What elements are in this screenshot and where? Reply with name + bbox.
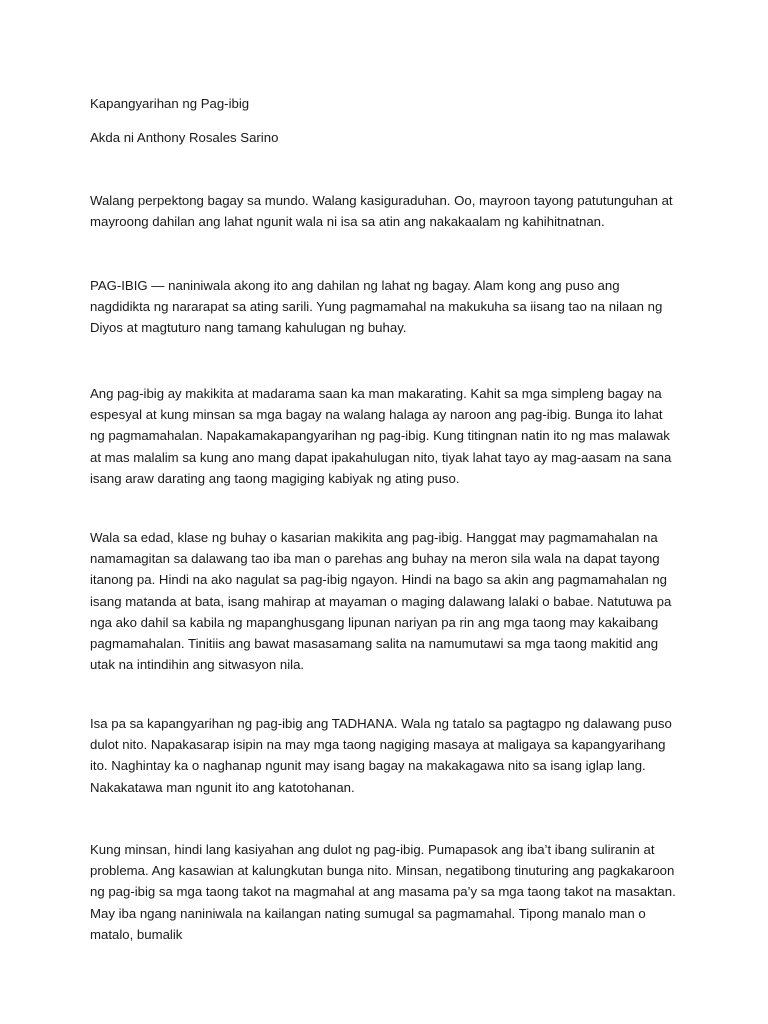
paragraph-2: PAG-IBIG — naniniwala akong ito ang dahilan ng lahat ng bagay. Alam kong ang puso ang nagdidikta ng nararapat sa ating sarili. Yung pagmamahal na makukuha sa iisang tao na nilaan ng Diyos at magtuturo nang tamang kahulugan ng buhay. <box>90 278 663 336</box>
author-line: Akda ni Anthony Rosales Sarino <box>90 130 279 145</box>
paragraph-4: Wala sa edad, klase ng buhay o kasarian makikita ang pag-ibig. Hanggat may pagmamahalan na namamagitan sa dalawang tao iba man o parehas ang buhay na meron sila wala na dapat tayong itanong pa. Hindi na ako nagulat sa pag-ibig ngayon. Hindi na bago sa akin ang pagmamahalan ng isang matanda at bata, isang mahirap at mayaman o maging dalawang lalaki o babae. Natutuwa pa nga ako dahil sa kabila ng mapanghusgang lipunan nariyan pa rin ang mga taong may kakaibang pagmamahalan. Tinitiis ang bawat masasamang salita na namumutawi sa mga taong makitid ang utak na intindihin ang sitwasyon nila. <box>90 530 672 673</box>
paragraph-3: Ang pag-ibig ay makikita at madarama saan ka man makarating. Kahit sa mga simpleng bagay na espesyal at kung minsan sa mga bagay na walang halaga ay naroon ang pag-ibig. Bunga ito lahat ng pagmamahalan. Napakamakapangyarihan ng pag-ibig. Kung titingnan natin ito ng mas malawak at mas malalim sa kung ano mang dapat ipakahulugan nito, tiyak lahat tayo ay mag-aasam na sana isang araw darating ang taong magiging kabiyak ng ating puso. <box>90 386 672 486</box>
document-title: Kapangyarihan ng Pag-ibig <box>90 96 250 111</box>
document-page <box>90 0 690 1024</box>
paragraph-6: Kung minsan, hindi lang kasiyahan ang dulot ng pag-ibig. Pumapasok ang iba’t ibang suliranin at problema. Ang kasawian at kalungkutan bunga nito. Minsan, negatibong tinuturing ang pagkakaroon ng pag-ibig sa mga taong takot na magmahal at ang masama pa’y sa mga taong takot na masaktan. May iba ngang naniniwala na kailangan nating sumugal sa pagmamahal. Tipong manalo man o matalo, bumalik <box>90 842 676 942</box>
paragraph-5: Isa pa sa kapangyarihan ng pag-ibig ang TADHANA. Wala ng tatalo sa pagtagpo ng dalawang puso dulot nito. Napakasarap isipin na may mga taong nagiging masaya at maligaya sa kapangyarihang ito. Naghintay ka o naghanap ngunit may isang bagay na makakagawa nito sa isang iglap lang. Nakakatawa man ngunit ito ang katotohanan. <box>90 716 672 795</box>
paragraph-1: Walang perpektong bagay sa mundo. Walang kasiguraduhan. Oo, mayroon tayong patutunguhan at mayroong dahilan ang lahat ngunit wala ni isa sa atin ang nakakaalam ng kahihitnatnan. <box>90 193 673 230</box>
